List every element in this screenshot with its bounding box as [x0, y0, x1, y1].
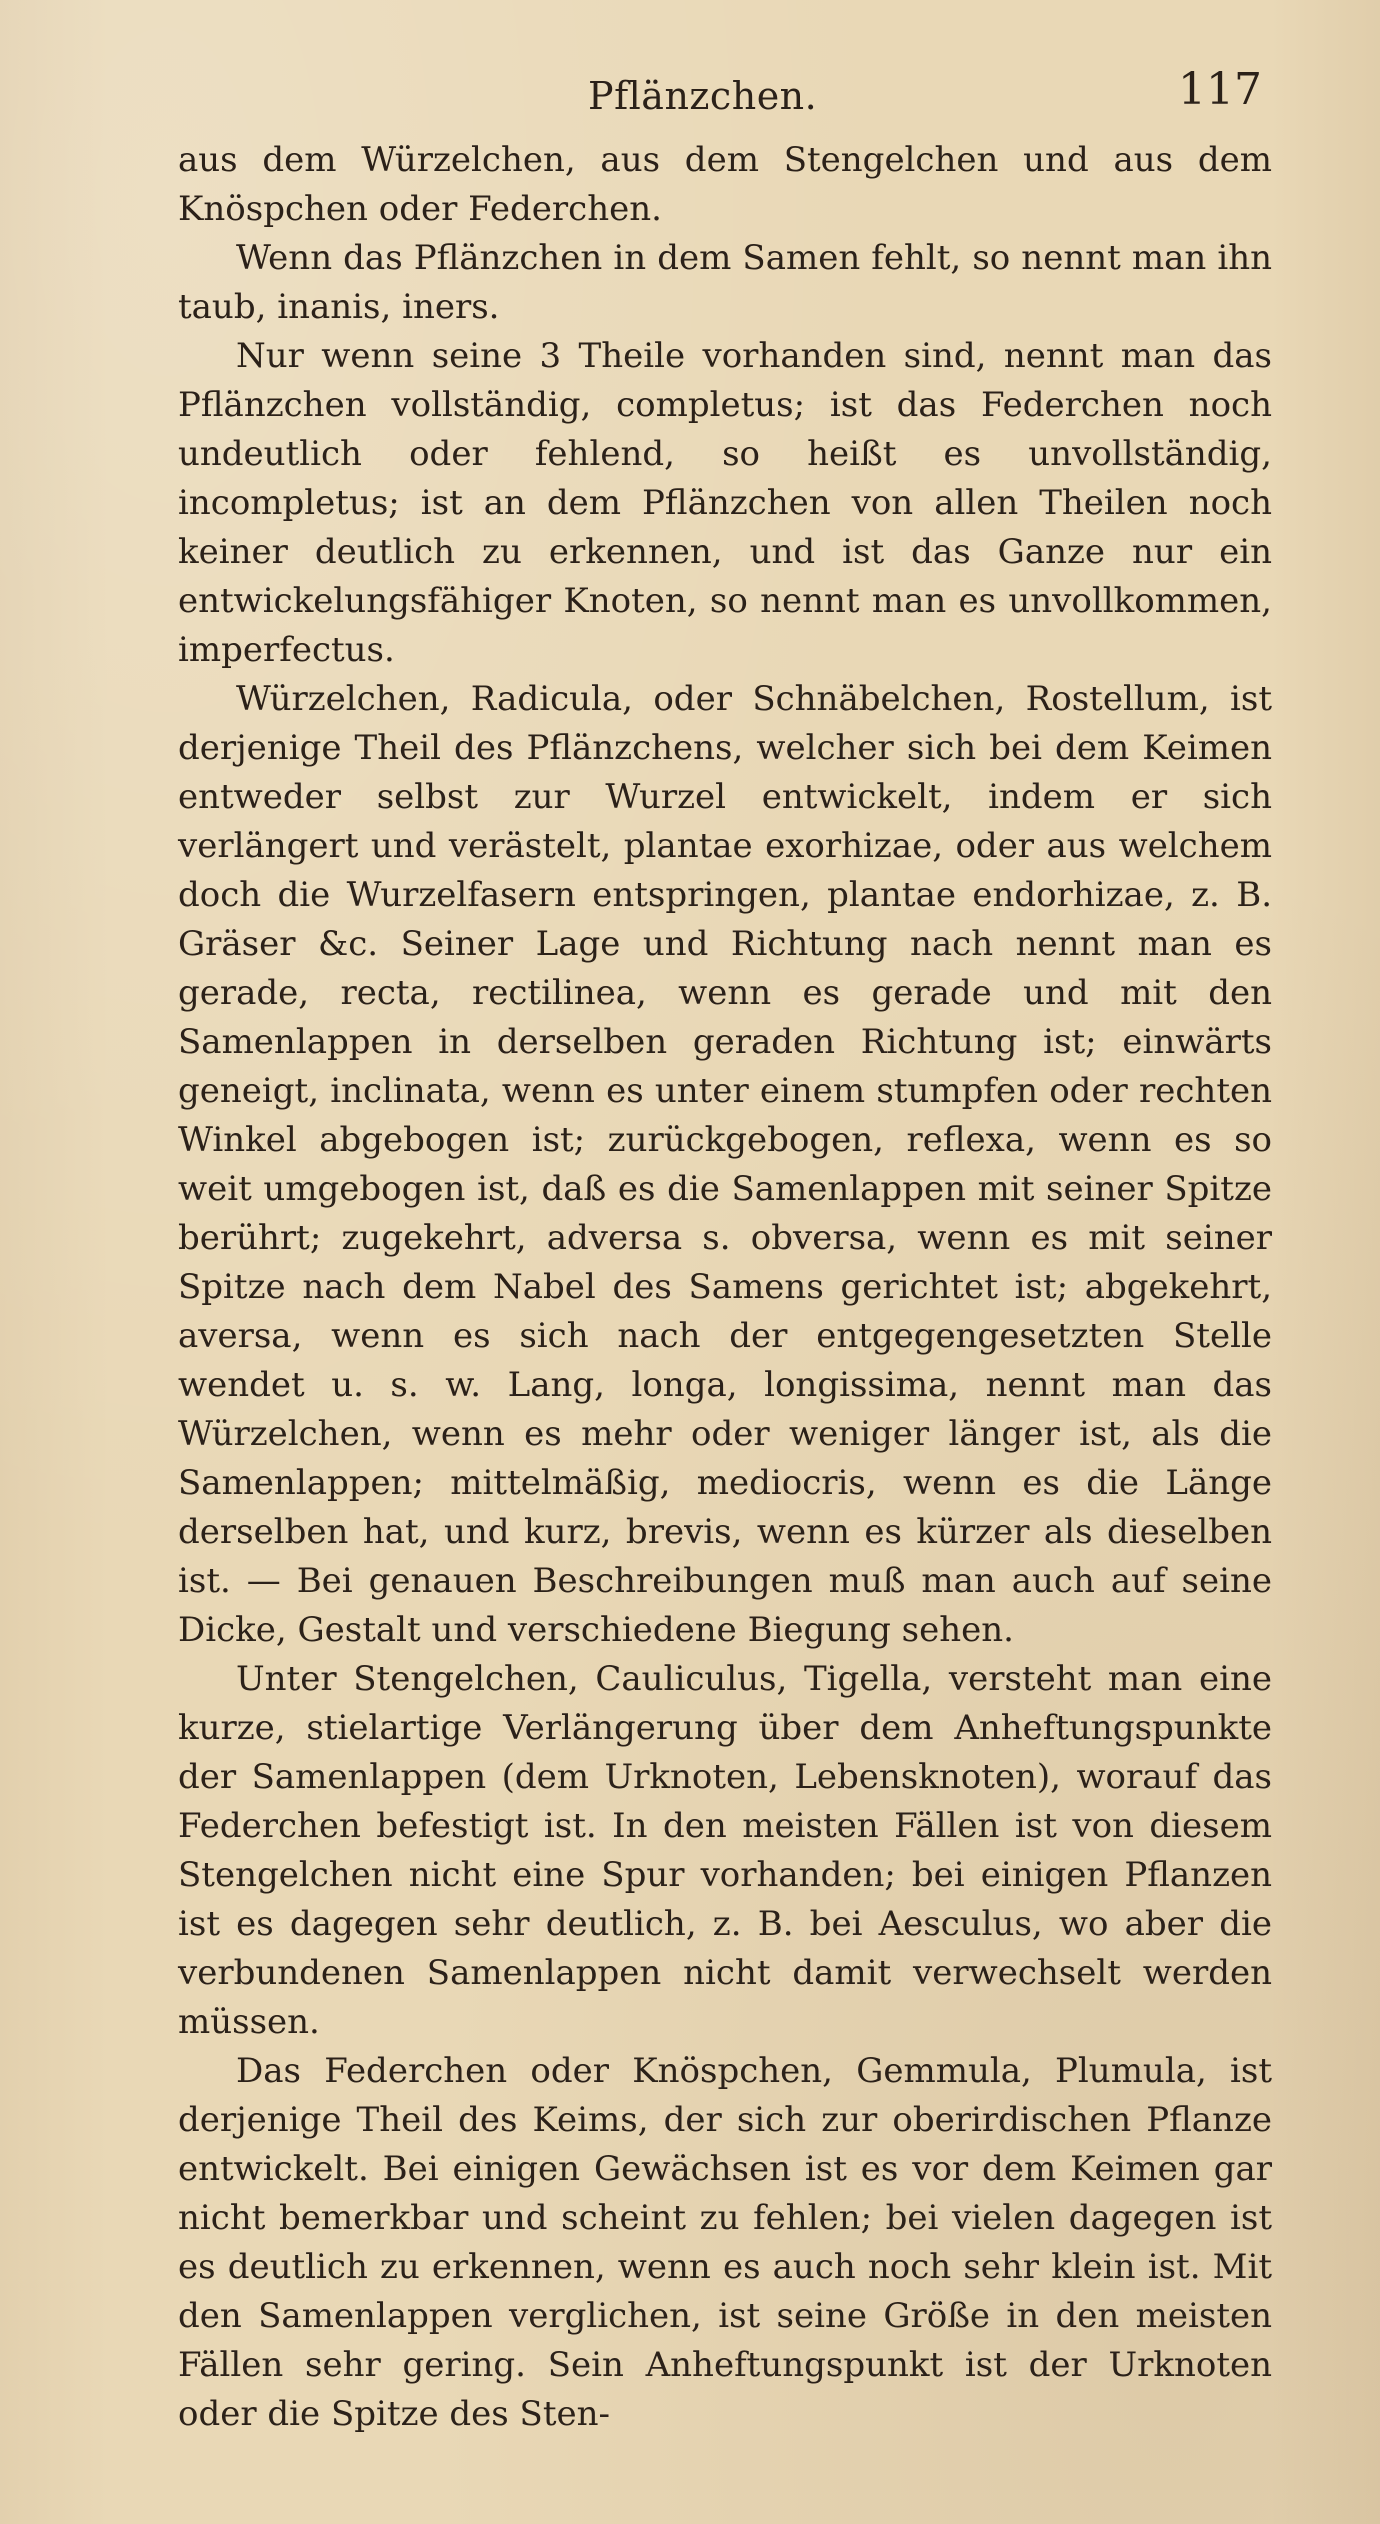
paragraph-wuerzelchen: Würzelchen, Radicula, oder Schnäbelchen, Rostellum, ist derjenige Theil des Pflänzchens, welcher sich bei dem Keimen entweder selbst zur Wurzel entwickelt, indem er sich verlängert und verästelt, plantae exorhizae, oder aus welchem doch die Wurzelfasern entspringen, plantae endorhizae, z. B. Gräser &c. Seiner Lage und Richtung nach nennt man es gerade, recta, rectilinea, wenn es gerade und mit den Samenlappen in derselben geraden Richtung ist; einwärts geneigt, inclinata, wenn es unter einem stumpfen oder rechten Winkel abgebogen ist; zurückgebogen, reflexa, wenn es so weit umgebogen ist, daß es die Samenlappen mit seiner Spitze berührt; zugekehrt, adversa s. obversa, wenn es mit seiner Spitze nach dem Nabel des Samens gerichtet ist; abgekehrt, aversa, wenn es sich nach der entgegengesetzten Stelle wendet u. s. w. Lang, longa, longissima, nennt man das Würzelchen, wenn es mehr oder weniger länger ist, als die Samenlappen; mittelmäßig, mediocris, wenn es die Länge derselben hat, und kurz, brevis, wenn es kürzer als dieselben ist. — Bei genauen Beschreibungen muß man auch auf seine Dicke, Gestalt und verschiedene Biegung sehen.	[178, 679, 1272, 1650]
running-title: Pflänzchen.	[588, 74, 818, 118]
paragraph-continuation: aus dem Würzelchen, aus dem Stengelchen und aus dem Knöspchen oder Federchen.	[178, 140, 1272, 229]
paragraph-federchen: Das Federchen oder Knöspchen, Gemmula, Plumula, ist derjenige Theil des Keims, der sich zur oberirdischen Pflanze entwickelt. Bei einigen Gewächsen ist es vor dem Keimen gar nicht bemerkbar und scheint zu fehlen; bei vielen dagegen ist es deutlich zu erkennen, wenn es auch noch sehr klein ist. Mit den Samenlappen verglichen, ist seine Größe in den meisten Fällen sehr gering. Sein Anheftungspunkt ist der Urknoten oder die Spitze des Sten-	[178, 2051, 1272, 2434]
paragraph-stengelchen: Unter Stengelchen, Cauliculus, Tigella, versteht man eine kurze, stielartige Verlängerung über dem Anheftungspunkte der Samenlappen (dem Urknoten, Lebensknoten), worauf das Federchen befestigt ist. In den meisten Fällen ist von diesem Stengelchen nicht eine Spur vorhanden; bei einigen Pflanzen ist es dagegen sehr deutlich, z. B. bei Aesculus, wo aber die verbundenen Samenlappen nicht damit verwechselt werden müssen.	[178, 1659, 1272, 2042]
paragraph-taub: Wenn das Pflänzchen in dem Samen fehlt, so nennt man ihn taub, inanis, iners.	[178, 238, 1272, 327]
page-number: 117	[1178, 64, 1262, 115]
paragraph-vollstaendig: Nur wenn seine 3 Theile vorhanden sind, nennt man das Pflänzchen vollständig, completus; ist das Federchen noch undeutlich oder fehlend, so heißt es unvollständig, incompletus; ist an dem Pflänzchen von allen Theilen noch keiner deutlich zu erkennen, und ist das Ganze nur ein entwickelungsfähiger Knoten, so nennt man es unvollkommen, imperfectus.	[178, 336, 1272, 670]
body-text	[178, 136, 1272, 2439]
running-header	[178, 46, 1272, 118]
